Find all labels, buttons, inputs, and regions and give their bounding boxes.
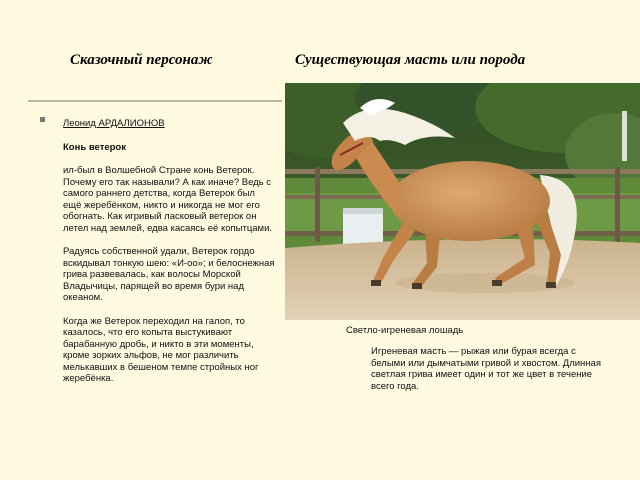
photo-caption: Светло-игреневая лошадь	[346, 325, 464, 336]
horse-photo	[285, 83, 640, 320]
story-paragraph: Когда же Ветерок переходил на галоп, то казалось, что его копыта выстукивают барабанную дробь, и никто в эти моменты, кроме зорких эльфов, не мог различить мелькавших в бешеном темпе стройных ног жеребёнка.	[63, 315, 259, 384]
heading-fairy-character: Сказочный персонаж	[70, 52, 213, 68]
story-paragraph: ил-был в Волшебной Стране конь Ветерок. Почему его так называли? А как иначе? Ведь с самого раннего детства, когда Ветерок был ещё жеребёнком, никто и никогда не мог его обогнать. Как игривый ласковый ветерок он летел над землей, едва касаясь её копытцами.	[63, 165, 273, 234]
story-author: Леонид АРДАЛИОНОВ	[63, 118, 165, 129]
story-paragraph: Радуясь собственной удали, Ветерок гордо вскидывал тонкую шею: «И-оо»; и белоснежная грива развевалась, как волосы Морской Владычицы, парящей во время бури над океаном.	[63, 246, 275, 303]
story-title: Конь ветерок	[63, 141, 126, 153]
heading-real-breed: Существующая масть или порода	[295, 52, 526, 68]
bullet-marker	[40, 117, 45, 122]
divider	[28, 100, 282, 102]
breed-description: Игреневая масть — рыжая или бурая всегда с белыми или дымчатыми гривой и хвостом. Длинная светлая грива имеет один и тот же цвет в течение всего года.	[371, 346, 601, 392]
story-text-block	[63, 118, 275, 385]
